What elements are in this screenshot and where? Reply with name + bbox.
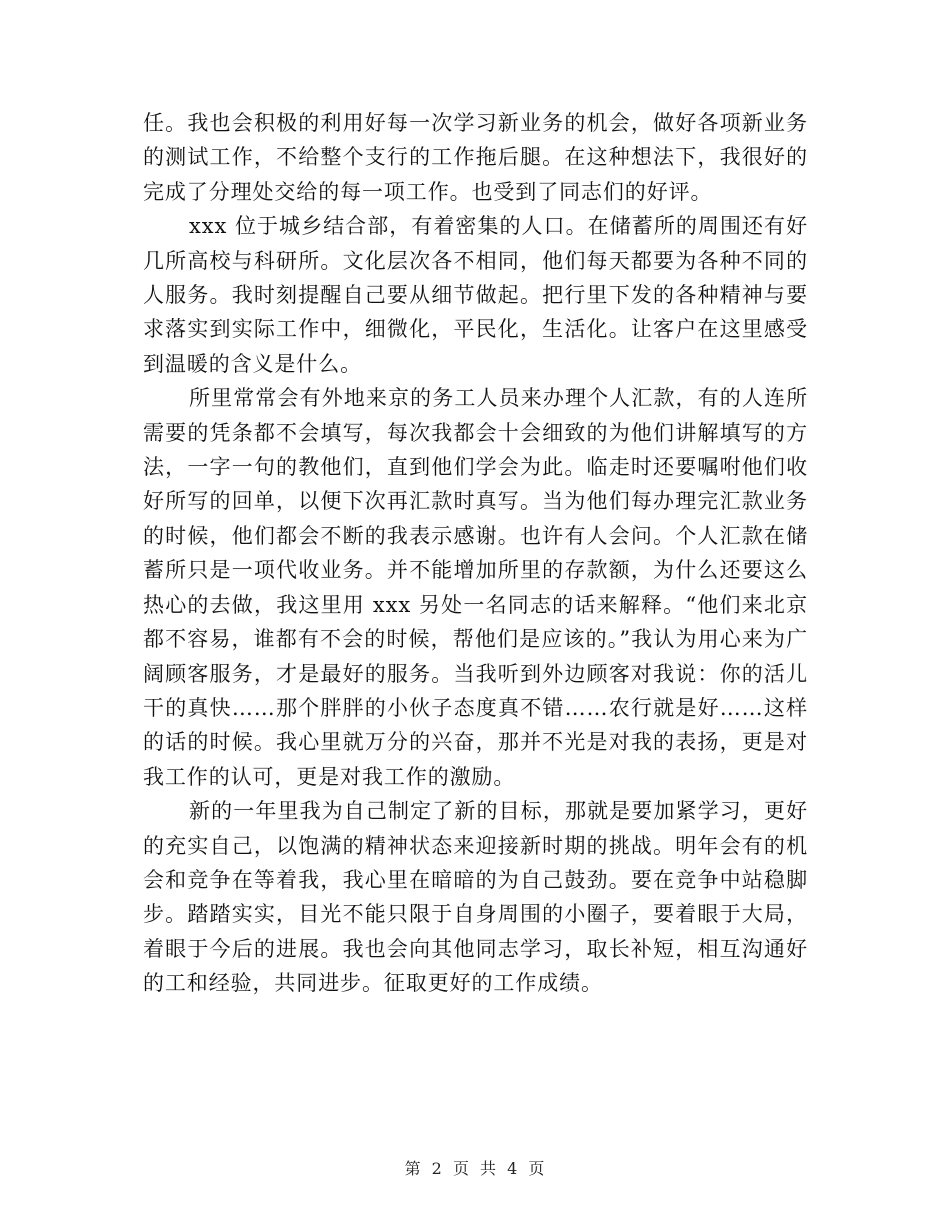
- paragraph-4: 新的一年里我为自己制定了新的目标，那就是要加紧学习，更好的充实自己，以饱满的精神状态来迎接新时期的挑战。明年会有的机会和竞争在等着我，我心里在暗暗的为自己鼓劲。要在竞争中站稳脚步。踏踏实实，目光不能只限于自身周围的小圈子，要着眼于大局，着眼于今后的进展。我也会向其他同志学习，取长补短，相互沟通好的工和经验，共同进步。征取更好的工作成绩。: [143, 799, 808, 996]
- paragraph-1: 任。我也会积极的利用好每一次学习新业务的机会，做好各项新业务的测试工作，不给整个支行的工作拖后腿。在这种想法下，我很好的完成了分理处交给的每一项工作。也受到了同志们的好评。: [143, 111, 808, 204]
- paragraph-2: xxx 位于城乡结合部，有着密集的人口。在储蓄所的周围还有好几所高校与科研所。文化层次各不相同，他们每天都要为各种不同的人服务。我时刻提醒自己要从细节做起。把行里下发的各种精神与要求落实到实际工作中，细微化，平民化，生活化。让客户在这里感受到温暖的含义是什么。: [143, 214, 808, 376]
- paragraph-3: 所里常常会有外地来京的务工人员来办理个人汇款，有的人连所需要的凭条都不会填写，每次我都会十会细致的为他们讲解填写的方法，一字一句的教他们，直到他们学会为此。临走时还要嘱咐他们收好所写的回单，以便下次再汇款时真写。当为他们每办理完汇款业务的时候，他们都会不断的我表示感谢。也许有人会问。个人汇款在储蓄所只是一项代收业务。并不能增加所里的存款额，为什么还要这么热心的去做，我这里用 xxx 另处一名同志的话来解释。“他们来北京都不容易，谁都有不会的时候，帮他们是应该的。”我认为用心来为广阔顾客服务，才是最好的服务。当我听到外边顾客对我说：你的活儿干的真快……那个胖胖的小伙子态度真不错……农行就是好……这样的话的时候。我心里就万分的兴奋，那并不光是对我的表扬，更是对我工作的认可，更是对我工作的激励。: [143, 386, 808, 789]
- document-body: [143, 106, 808, 1001]
- page-number-footer: 第 2 页 共 4 页: [404, 1159, 546, 1178]
